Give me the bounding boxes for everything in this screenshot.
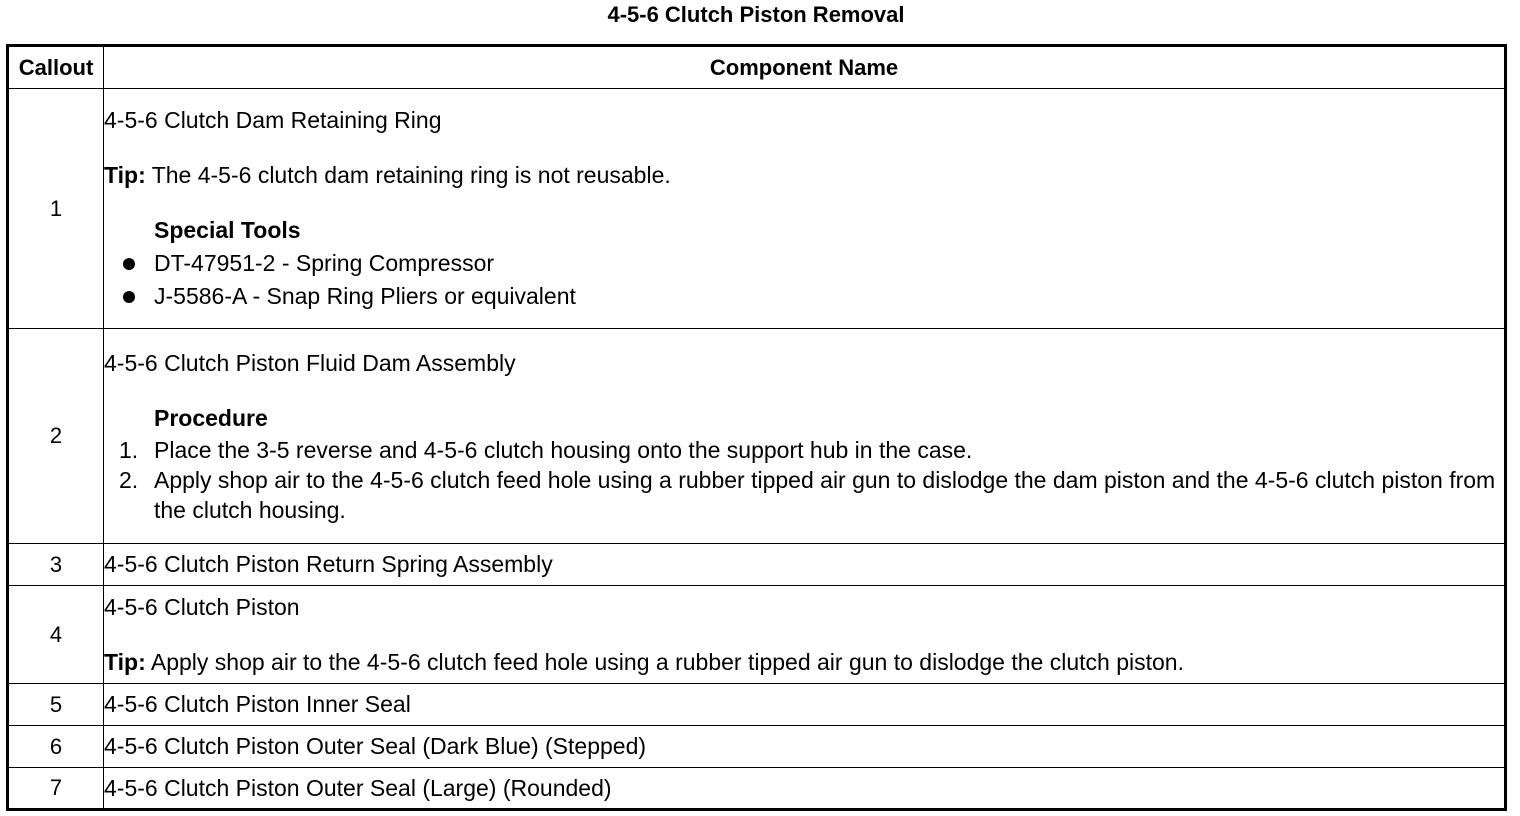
callout-number: 3 [8,544,104,586]
tool-label: DT-47951-2 - Spring Compressor [154,250,495,276]
step-text: Place the 3-5 reverse and 4-5-6 clutch housing onto the support hub in the case. [154,437,973,463]
callout-number: 2 [8,329,104,544]
list-item [104,435,1504,465]
bullet-icon [123,291,135,303]
header-callout: Callout [8,46,104,89]
tool-label: J-5586-A - Snap Ring Pliers or equivalent [154,283,576,309]
tip-text: The 4-5-6 clutch dam retaining ring is not reusable. [145,162,671,188]
component-cell [104,89,1506,329]
tools-list [104,247,1504,313]
procedure-steps [104,435,1504,525]
callout-number: 5 [8,684,104,726]
callout-number: 1 [8,89,104,329]
table-row [8,586,1506,684]
component-cell [104,726,1506,768]
table-header-row [8,46,1506,89]
table-row [8,89,1506,329]
table-row [8,726,1506,768]
list-item [104,280,1504,313]
table-row [8,768,1506,810]
callout-number: 6 [8,726,104,768]
component-name: 4-5-6 Clutch Piston Outer Seal (Dark Blue) (Stepped) [104,733,647,759]
component-cell [104,329,1506,544]
component-cell [104,586,1506,684]
header-component-name: Component Name [104,46,1506,89]
component-cell [104,684,1506,726]
callout-number: 4 [8,586,104,684]
component-cell [104,544,1506,586]
component-cell [104,768,1506,810]
callout-table [6,44,1507,811]
special-tools-heading: Special Tools [154,217,301,243]
tip-note [104,646,1504,679]
table-row [8,684,1506,726]
list-item [104,247,1504,280]
component-name: 4-5-6 Clutch Piston [104,593,300,620]
tip-label: Tip: [104,648,146,675]
tip-note [104,159,1504,192]
table-row [8,329,1506,544]
table-row [8,544,1506,586]
list-item [104,465,1504,525]
tip-text: Apply shop air to the 4-5-6 clutch feed hole using a rubber tipped air gun to dislodge the clutch piston. [145,648,1184,675]
callout-number: 7 [8,768,104,810]
tip-label: Tip: [104,162,146,188]
step-text: Apply shop air to the 4-5-6 clutch feed hole using a rubber tipped air gun to dislodge the dam piston and the 4-5-6 clutch piston from the clutch housing. [154,467,1496,523]
page-title: 4-5-6 Clutch Piston Removal [607,2,905,27]
component-name: 4-5-6 Clutch Piston Return Spring Assembly [104,551,553,577]
step-number: 2. [119,467,139,493]
component-name: 4-5-6 Clutch Dam Retaining Ring [104,107,442,133]
bullet-icon [123,258,135,270]
step-number: 1. [119,437,139,463]
procedure-heading: Procedure [154,405,268,431]
component-name: 4-5-6 Clutch Piston Inner Seal [104,691,411,717]
component-name: 4-5-6 Clutch Piston Fluid Dam Assembly [104,350,516,376]
component-name: 4-5-6 Clutch Piston Outer Seal (Large) (Rounded) [104,774,612,801]
